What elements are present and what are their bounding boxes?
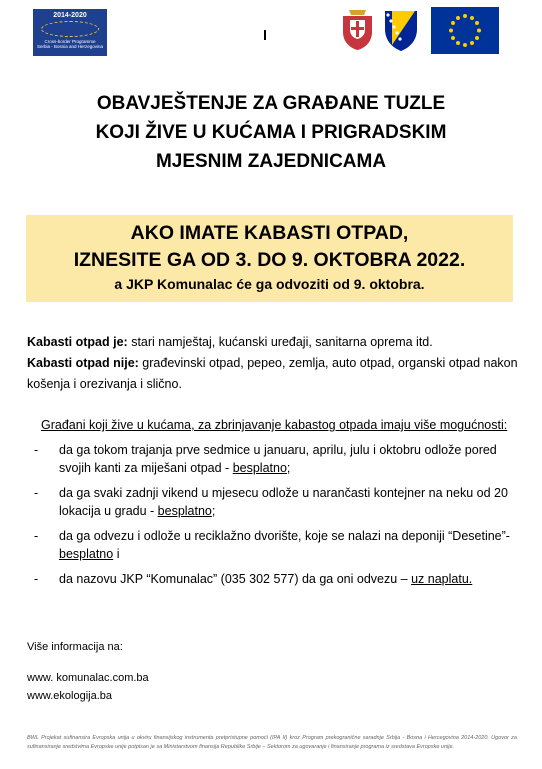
- definition-is-label: Kabasti otpad je:: [27, 335, 128, 349]
- definition-isnot-label: Kabasti otpad nije:: [27, 356, 139, 370]
- option-text: da ga odvezu i odlože u reciklažno dvorište, koje se nalazi na deponiji “Desetine”-: [59, 529, 510, 543]
- option-text: da nazovu JKP “Komunalac” (035 302 577) da ga oni odvezu –: [59, 572, 412, 586]
- title-line: OBAVJEŠTENJE ZA GRAĐANE TUZLE: [96, 93, 446, 114]
- option-price: besplatno: [232, 461, 287, 475]
- ipa-year-label: 2014-2020: [53, 12, 87, 19]
- ipa-programme-logo: [33, 9, 107, 56]
- disposal-options: [34, 416, 511, 595]
- title-line: KOJI ŽIVE U KUĆAMA I PRIGRADSKIM: [95, 122, 447, 143]
- definition-isnot-text: građevinski otpad, pepeo, zemlja, auto otpad, organski otpad nakon košenja i orezivanja i slično.: [27, 356, 518, 391]
- option-price: besplatno: [157, 504, 212, 518]
- highlight-pickup-note: a JKP Komunalac će ga odvoziti od 9. oktobra.: [114, 276, 425, 292]
- ipa-program-label: Cross-border Programme: [44, 39, 96, 44]
- list-dash: -: [34, 572, 39, 586]
- bosnia-coat-of-arms-icon: [383, 9, 419, 53]
- options-intro: Građani koji žive u kućama, za zbrinjavanje kabastog otpada imaju više mogućnosti:: [41, 418, 508, 432]
- list-dash: -: [34, 529, 39, 543]
- option-tail: ;: [286, 461, 291, 475]
- option-price: uz naplatu.: [411, 572, 473, 586]
- list-dash: -: [34, 486, 39, 500]
- list-item: [34, 527, 511, 563]
- info-links: [27, 669, 149, 705]
- definition-is-not: [27, 353, 522, 395]
- option-price: besplatno: [59, 547, 114, 561]
- list-item: [34, 570, 511, 588]
- ekologija-link[interactable]: www.ekologija.ba: [27, 690, 112, 702]
- highlight-dates: IZNESITE GA OD 3. DO 9. OKTOBRA 2022.: [73, 249, 466, 271]
- option-tail: i: [113, 547, 120, 561]
- options-list: [34, 441, 511, 588]
- definition-is: [27, 332, 522, 353]
- eu-flag-icon: [431, 7, 499, 54]
- list-item: [34, 441, 511, 477]
- highlight-line-1: AKO IMATE KABASTI OTPAD,: [130, 222, 409, 244]
- ipa-region-label: Serbia - Bosnia and Herzegovina: [36, 44, 104, 49]
- list-item: [34, 484, 511, 520]
- option-text: da ga svaki zadnji vikend u mjesecu odlože u narančasti kontejner na neku od 20 lokacija u gradu -: [59, 486, 508, 518]
- komunalac-link[interactable]: www. komunalac.com.ba: [27, 672, 149, 684]
- title-line: MJESNIM ZAJEDNICAMA: [155, 151, 387, 172]
- highlight-box: [26, 215, 513, 302]
- definition-is-text: stari namještaj, kućanski uređaji, sanitarna oprema itd.: [127, 335, 433, 349]
- serbia-coat-of-arms-icon: [340, 6, 375, 52]
- funding-disclaimer: BWL Projekat sufinansira Evropska unija u okviru finansijskog instrumenta pretpristupne pomoći (IPA II) kroz Program prekogranične saradnje Srbija - Bosna i Hercegovina 2014-2020. Ugovor za sufinansiranje sredstvima Evropske unije potpisan je sa Ministarstvom finansija Republike Srbije – Sektorom za ugovaranje i finansiranje programa iz sredstava Evropske unije.: [27, 735, 517, 750]
- option-text: da ga tokom trajanja prve sedmice u januaru, aprilu, julu i oktobru odlože pored svojih kanti za miješani otpad -: [59, 443, 497, 475]
- list-dash: -: [34, 443, 39, 457]
- option-tail: ;: [211, 504, 216, 518]
- notice-title: [20, 89, 522, 176]
- more-info-label: Više informacija na:: [27, 641, 123, 653]
- ipa-stars-icon: [41, 21, 99, 37]
- text-cursor-mark: [264, 30, 266, 40]
